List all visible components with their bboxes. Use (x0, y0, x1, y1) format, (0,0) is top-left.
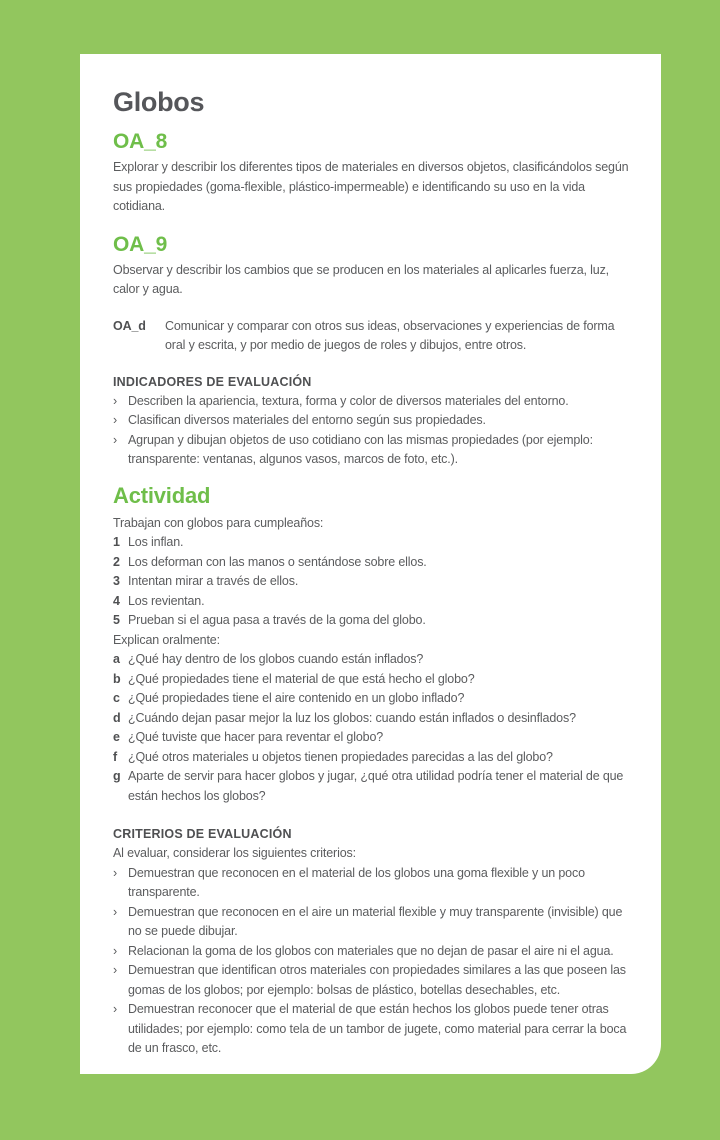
oad-item (113, 317, 633, 356)
oral-question: ¿Qué hay dentro de los globos cuando están inflados? (128, 652, 424, 666)
list-item (113, 689, 633, 709)
step-text: Los inflan. (128, 535, 184, 549)
item-letter: g (113, 769, 121, 783)
list-item (113, 709, 633, 729)
actividad-heading: Actividad (113, 482, 211, 508)
oral-question: ¿Qué otros materiales u objetos tienen propiedades parecidas a las del globo? (128, 749, 553, 764)
criterios-intro: Al evaluar, considerar los siguientes criterios: (113, 846, 356, 860)
list-item (113, 767, 633, 806)
list-item (113, 431, 633, 470)
page-title: Globos (113, 87, 205, 117)
list-item (113, 670, 633, 690)
indicadores-heading: INDICADORES DE EVALUACIÓN (113, 374, 312, 389)
step-text: Los revientan. (128, 593, 205, 608)
step-number: 4 (113, 593, 120, 608)
oa8-heading: OA_8 (113, 130, 168, 153)
list-item (113, 961, 633, 1000)
step-text: Prueban si el agua pasa a través de la goma del globo. (128, 613, 426, 627)
item-letter: f (113, 749, 118, 764)
oral-question: ¿Qué propiedades tiene el material de que está hecho el globo? (128, 671, 475, 686)
criterio-text: Demuestran reconocer que el material de que están hechos los globos puede tener otras utilidades; por ejemplo: como tela de un tambor de jugete, como material para cerrar la boca de un frasco, etc. (128, 1002, 627, 1055)
oa9-heading: OA_9 (113, 232, 168, 256)
item-letter: a (113, 652, 120, 666)
bullet-marker: › (113, 1002, 118, 1016)
oa8-body: Explorar y describir los diferentes tipos de materiales en diversos objetos, clasificándolos según sus propiedades (goma-flexible, plástico-impermeable) e identificando su uso en la vida cotidiana. (113, 160, 629, 213)
item-letter: e (113, 730, 120, 744)
list-item (113, 650, 633, 670)
list-item (113, 942, 633, 962)
list-item (113, 864, 633, 903)
list-item (113, 611, 633, 631)
list-item (113, 592, 633, 612)
indicador-text: Clasifican diversos materiales del entorno según sus propiedades. (128, 413, 486, 427)
criterio-text: Demuestran que reconocen en el material de los globos una goma flexible y un poco transparente. (128, 865, 585, 899)
oral-question: ¿Qué tuviste que hacer para reventar el globo? (128, 730, 384, 744)
criterio-text: Relacionan la goma de los globos con materiales que no dejan de pasar el aire ni el agua. (128, 943, 614, 958)
oral-question: ¿Cuándo dejan pasar mejor la luz los globos: cuando están inflados o desinflados? (128, 710, 576, 725)
list-item (113, 411, 633, 431)
oad-label: OA_d (113, 318, 146, 333)
list-item (113, 392, 633, 412)
bullet-marker: › (113, 943, 118, 958)
item-letter: b (113, 671, 121, 686)
bullet-marker: › (113, 865, 118, 880)
content-card (80, 54, 661, 1074)
list-item (113, 903, 633, 942)
criterio-text: Demuestran que reconocen en el aire un material flexible y muy transparente (invisible) que no se puede dibujar. (128, 904, 623, 938)
indicador-text: Agrupan y dibujan objetos de uso cotidiano con las mismas propiedades (por ejemplo: transparente: ventanas, algunos vasos, marcos de foto, etc.). (128, 432, 593, 466)
criterios-heading: CRITERIOS DE EVALUACIÓN (113, 827, 292, 841)
oral-question: ¿Qué propiedades tiene el aire contenido en un globo inflado? (128, 691, 465, 705)
step-number: 3 (113, 574, 120, 588)
bullet-marker: › (113, 904, 118, 919)
oral-intro: Explican oralmente: (113, 632, 220, 647)
item-letter: d (113, 710, 121, 725)
bullet-marker: › (113, 413, 118, 427)
step-number: 5 (113, 613, 120, 627)
item-letter: c (113, 691, 120, 705)
criterio-text: Demuestran que identifican otros materiales con propiedades similares a las que poseen las gomas de los globos; por ejemplo: bolsas de plástico, botellas desechables, etc. (128, 963, 626, 997)
bullet-marker: › (113, 963, 118, 977)
list-item (113, 553, 633, 573)
list-item (113, 748, 633, 768)
actividad-intro: Trabajan con globos para cumpleaños: (113, 515, 324, 530)
oa9-body: Observar y describir los cambios que se producen en los materiales al aplicarles fuerza, luz, calor y agua. (113, 262, 610, 296)
bullet-marker: › (113, 393, 118, 408)
list-item (113, 533, 633, 553)
step-number: 1 (113, 535, 120, 549)
step-number: 2 (113, 554, 120, 569)
step-text: Intentan mirar a través de ellos. (128, 574, 299, 588)
step-text: Los deforman con las manos o sentándose sobre ellos. (128, 554, 427, 569)
oral-question: Aparte de servir para hacer globos y jugar, ¿qué otra utilidad podría tener el material de que están hechos los globos? (128, 769, 624, 803)
list-item (113, 572, 633, 592)
oad-body: Comunicar y comparar con otros sus ideas, observaciones y experiencias de forma oral y escrita, y por medio de juegos de roles y dibujos, entre otros. (165, 318, 615, 352)
list-item (113, 1000, 633, 1059)
bullet-marker: › (113, 432, 118, 447)
indicador-text: Describen la apariencia, textura, forma y color de diversos materiales del entorno. (128, 393, 569, 408)
list-item (113, 728, 633, 748)
